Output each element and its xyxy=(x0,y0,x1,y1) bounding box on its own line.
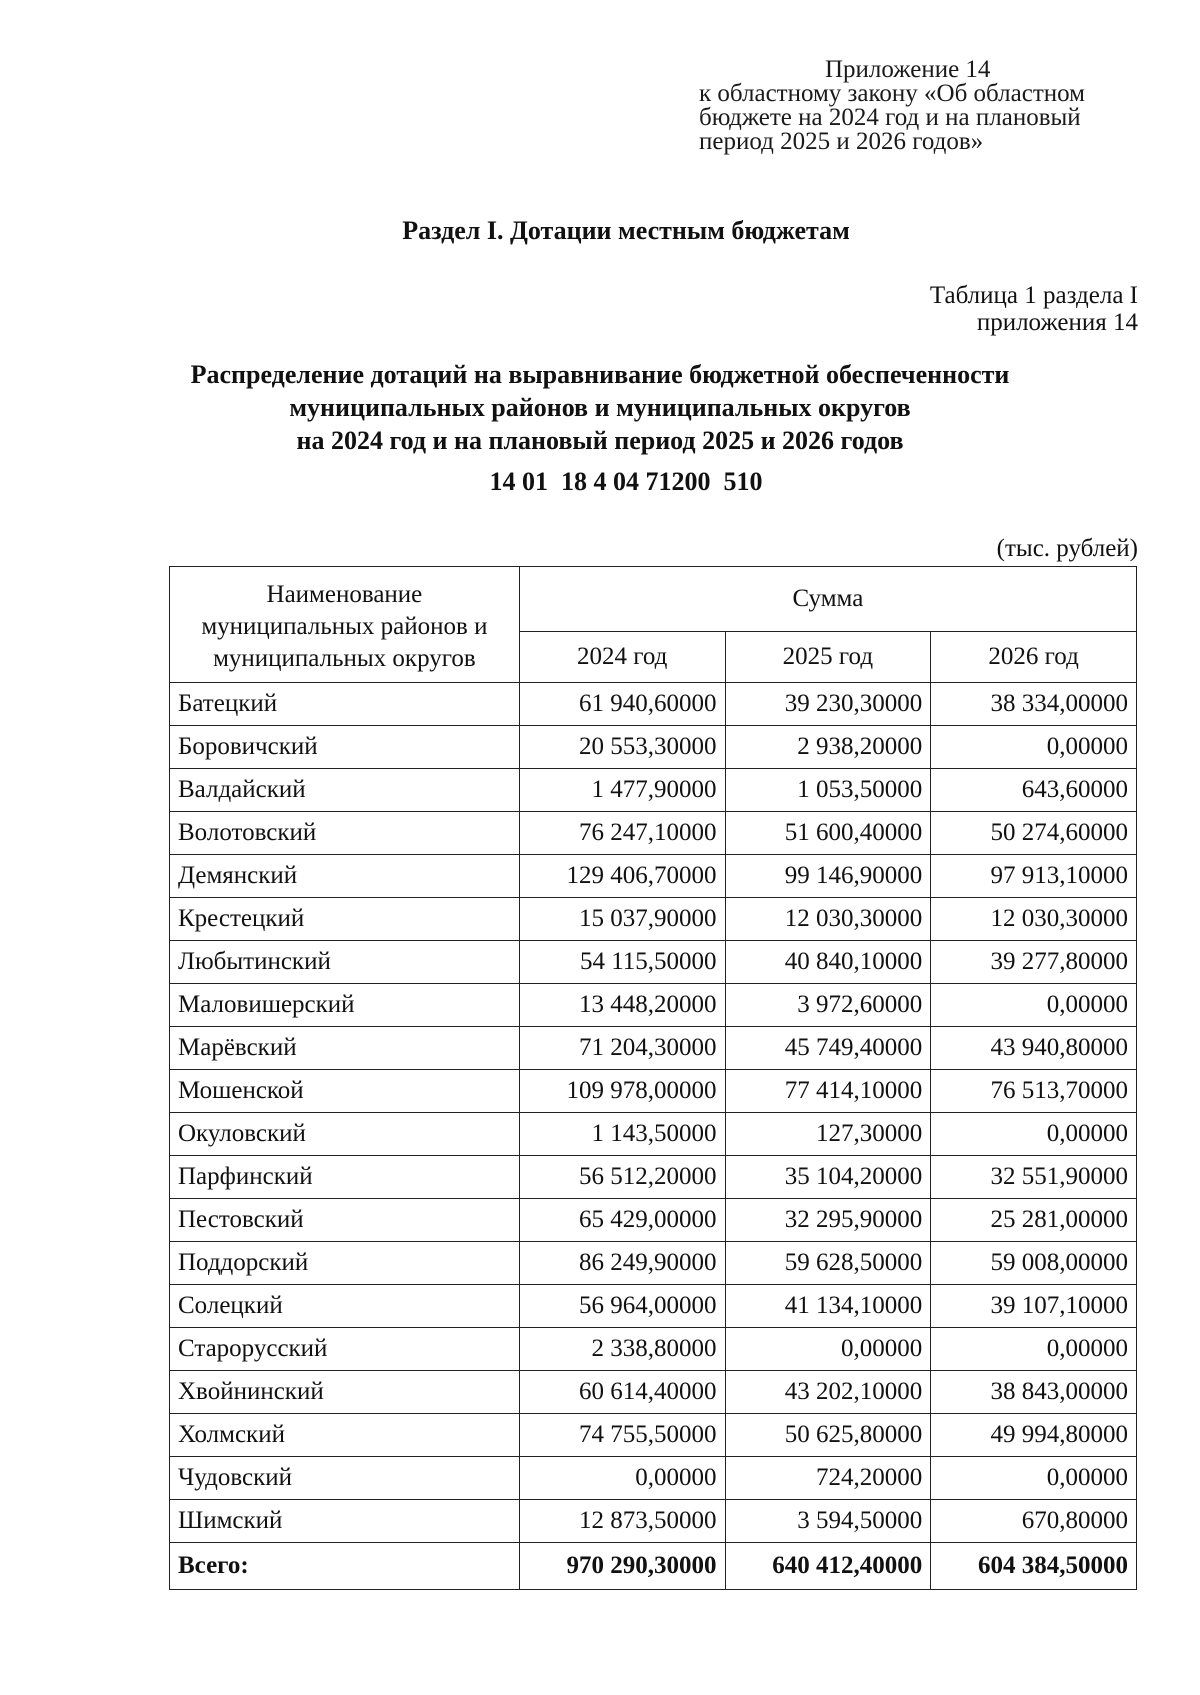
document-title xyxy=(0,358,1200,457)
header-year-2025: 2025 год xyxy=(725,632,931,683)
value-2025: 99 146,90000 xyxy=(725,855,931,898)
table-row xyxy=(170,855,1137,898)
value-2026: 59 008,00000 xyxy=(931,1242,1137,1285)
budget-code: 14 01 18 4 04 71200 510 xyxy=(489,467,763,496)
value-2026: 38 334,00000 xyxy=(931,683,1137,726)
table-row xyxy=(170,726,1137,769)
table-row xyxy=(170,1371,1137,1414)
table-row xyxy=(170,1285,1137,1328)
value-2026: 76 513,70000 xyxy=(931,1070,1137,1113)
district-name: Поддорский xyxy=(170,1242,520,1285)
total-2026: 604 384,50000 xyxy=(931,1543,1137,1590)
district-name: Пестовский xyxy=(170,1199,520,1242)
table-row xyxy=(170,1414,1137,1457)
value-2025: 59 628,50000 xyxy=(725,1242,931,1285)
value-2025: 35 104,20000 xyxy=(725,1156,931,1199)
value-2025: 32 295,90000 xyxy=(725,1199,931,1242)
value-2024: 56 512,20000 xyxy=(519,1156,725,1199)
district-name: Крестецкий xyxy=(170,898,520,941)
district-name: Чудовский xyxy=(170,1457,520,1500)
value-2025: 50 625,80000 xyxy=(725,1414,931,1457)
value-2025: 724,20000 xyxy=(725,1457,931,1500)
header-year-2024: 2024 год xyxy=(519,632,725,683)
value-2024: 109 978,00000 xyxy=(519,1070,725,1113)
header-sum: Сумма xyxy=(519,567,1136,632)
district-name: Волотовский xyxy=(170,812,520,855)
value-2024: 60 614,40000 xyxy=(519,1371,725,1414)
table-row xyxy=(170,941,1137,984)
value-2024: 56 964,00000 xyxy=(519,1285,725,1328)
annex-header xyxy=(699,58,1139,154)
table-row xyxy=(170,1113,1137,1156)
value-2026: 0,00000 xyxy=(931,1328,1137,1371)
header-year-2026: 2026 год xyxy=(931,632,1137,683)
total-row xyxy=(170,1543,1137,1590)
value-2024: 1 477,90000 xyxy=(519,769,725,812)
value-2024: 129 406,70000 xyxy=(519,855,725,898)
district-name: Шимский xyxy=(170,1500,520,1543)
subsidy-table xyxy=(169,566,1137,1590)
table-reference xyxy=(930,282,1138,336)
value-2026: 0,00000 xyxy=(931,726,1137,769)
table-row xyxy=(170,812,1137,855)
value-2024: 54 115,50000 xyxy=(519,941,725,984)
value-2025: 39 230,30000 xyxy=(725,683,931,726)
table-row xyxy=(170,898,1137,941)
title-line-2: муниципальных районов и муниципальных округов xyxy=(289,393,911,422)
value-2024: 61 940,60000 xyxy=(519,683,725,726)
value-2026: 0,00000 xyxy=(931,1113,1137,1156)
district-name: Батецкий xyxy=(170,683,520,726)
value-2026: 25 281,00000 xyxy=(931,1199,1137,1242)
value-2024: 71 204,30000 xyxy=(519,1027,725,1070)
value-2025: 43 202,10000 xyxy=(725,1371,931,1414)
value-2026: 0,00000 xyxy=(931,1457,1137,1500)
value-2025: 40 840,10000 xyxy=(725,941,931,984)
value-2026: 12 030,30000 xyxy=(931,898,1137,941)
district-name: Маловишерский xyxy=(170,984,520,1027)
value-2024: 2 338,80000 xyxy=(519,1328,725,1371)
value-2024: 76 247,10000 xyxy=(519,812,725,855)
value-2024: 1 143,50000 xyxy=(519,1113,725,1156)
district-name: Окуловский xyxy=(170,1113,520,1156)
district-name: Любытинский xyxy=(170,941,520,984)
value-2026: 32 551,90000 xyxy=(931,1156,1137,1199)
value-2025: 41 134,10000 xyxy=(725,1285,931,1328)
value-2026: 39 277,80000 xyxy=(931,941,1137,984)
table-row xyxy=(170,1242,1137,1285)
value-2024: 20 553,30000 xyxy=(519,726,725,769)
section-title: Раздел I. Дотации местным бюджетам xyxy=(402,216,850,245)
value-2025: 3 594,50000 xyxy=(725,1500,931,1543)
title-line-3: на 2024 год и на плановый период 2025 и 2026 годов xyxy=(296,426,904,455)
value-2024: 65 429,00000 xyxy=(519,1199,725,1242)
table-row xyxy=(170,1156,1137,1199)
value-2026: 670,80000 xyxy=(931,1500,1137,1543)
table-row xyxy=(170,1027,1137,1070)
total-label: Всего: xyxy=(170,1543,520,1590)
table-ref-line-1: Таблица 1 раздела I xyxy=(929,282,1138,309)
header-name: Наименование муниципальных районов и муниципальных округов xyxy=(170,567,520,683)
table-row xyxy=(170,1457,1137,1500)
value-2026: 643,60000 xyxy=(931,769,1137,812)
table-row xyxy=(170,1070,1137,1113)
total-2025: 640 412,40000 xyxy=(725,1543,931,1590)
table-row xyxy=(170,1328,1137,1371)
table-row xyxy=(170,984,1137,1027)
district-name: Валдайский xyxy=(170,769,520,812)
value-2024: 74 755,50000 xyxy=(519,1414,725,1457)
table-ref-line-2: приложения 14 xyxy=(976,309,1138,336)
value-2024: 13 448,20000 xyxy=(519,984,725,1027)
value-2025: 0,00000 xyxy=(725,1328,931,1371)
value-2026: 97 913,10000 xyxy=(931,855,1137,898)
district-name: Демянский xyxy=(170,855,520,898)
value-2025: 1 053,50000 xyxy=(725,769,931,812)
district-name: Мошенской xyxy=(170,1070,520,1113)
value-2024: 0,00000 xyxy=(519,1457,725,1500)
value-2025: 45 749,40000 xyxy=(725,1027,931,1070)
district-name: Марёвский xyxy=(170,1027,520,1070)
district-name: Боровичский xyxy=(170,726,520,769)
value-2025: 127,30000 xyxy=(725,1113,931,1156)
table-row xyxy=(170,1199,1137,1242)
total-2024: 970 290,30000 xyxy=(519,1543,725,1590)
value-2026: 49 994,80000 xyxy=(931,1414,1137,1457)
value-2026: 43 940,80000 xyxy=(931,1027,1137,1070)
district-name: Парфинский xyxy=(170,1156,520,1199)
value-2026: 0,00000 xyxy=(931,984,1137,1027)
annex-line-4: период 2025 и 2026 годов» xyxy=(699,128,984,155)
value-2026: 38 843,00000 xyxy=(931,1371,1137,1414)
value-2025: 12 030,30000 xyxy=(725,898,931,941)
units-label: (тыс. рублей) xyxy=(996,535,1138,562)
value-2024: 12 873,50000 xyxy=(519,1500,725,1543)
value-2026: 39 107,10000 xyxy=(931,1285,1137,1328)
district-name: Солецкий xyxy=(170,1285,520,1328)
value-2024: 15 037,90000 xyxy=(519,898,725,941)
table-row xyxy=(170,683,1137,726)
district-name: Старорусский xyxy=(170,1328,520,1371)
annex-line-2: к областному закону «Об областном xyxy=(699,80,1085,107)
title-line-1: Распределение дотаций на выравнивание бюджетной обеспеченности xyxy=(190,360,1010,389)
district-name: Холмский xyxy=(170,1414,520,1457)
value-2025: 51 600,40000 xyxy=(725,812,931,855)
district-name: Хвойнинский xyxy=(170,1371,520,1414)
value-2026: 50 274,60000 xyxy=(931,812,1137,855)
table-row xyxy=(170,1500,1137,1543)
value-2024: 86 249,90000 xyxy=(519,1242,725,1285)
value-2025: 2 938,20000 xyxy=(725,726,931,769)
table-row xyxy=(170,769,1137,812)
value-2025: 3 972,60000 xyxy=(725,984,931,1027)
value-2025: 77 414,10000 xyxy=(725,1070,931,1113)
annex-line-3: бюджете на 2024 год и на плановый xyxy=(699,104,1081,131)
annex-line-1: Приложение 14 xyxy=(825,56,991,83)
